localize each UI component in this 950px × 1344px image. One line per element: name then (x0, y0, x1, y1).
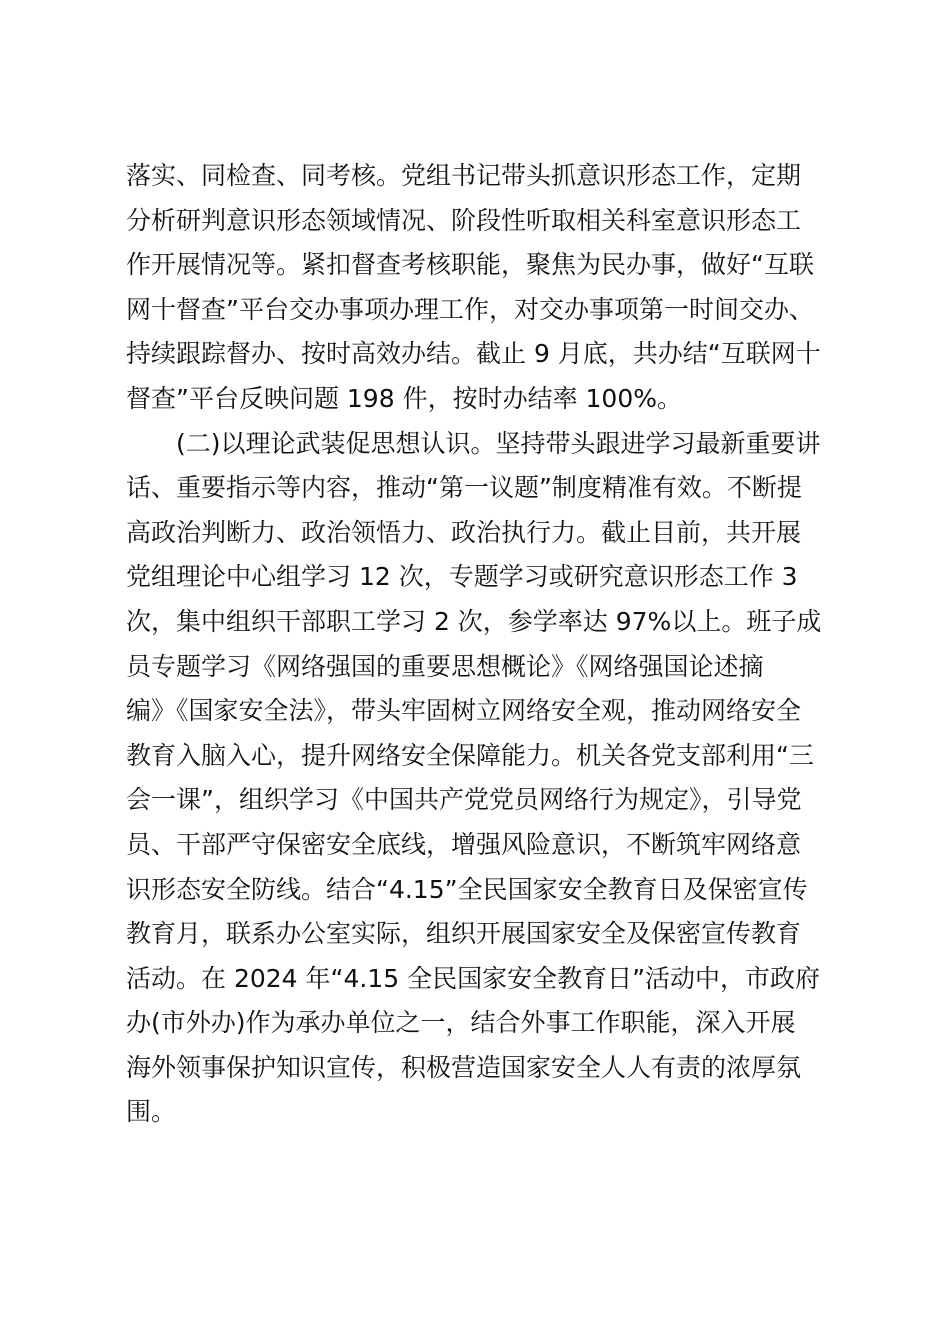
text-line: 教育月，联系办公室实际，组织开展国家安全及保密宣传教育 (126, 919, 802, 949)
text-line: 高政治判断力、政治领悟力、政治执行力。截止目前，共开展 (126, 517, 802, 547)
text-line: 围。 (126, 1097, 177, 1127)
text-line: 员专题学习《网络强国的重要思想概论》《网络强国论述摘 (126, 651, 764, 681)
paragraph-heading-line: (二)以理论武装促思想认识。坚持带头跟进学习最新重要讲 (126, 428, 821, 458)
text-line: 持续跟踪督办、按时高效办结。截止 9 月底，共办结“互联网十 (126, 339, 821, 369)
text-line: 海外领事保护知识宣传，积极营造国家安全人人有责的浓厚氛 (126, 1052, 802, 1082)
text-line: 编》《国家安全法》，带头牢固树立网络安全观，推动网络安全 (126, 696, 802, 726)
text-line: 活动。在 2024 年“4.15 全民国家安全教育日”活动中，市政府 (126, 963, 821, 993)
text-line: 办(市外办)作为承办单位之一，结合外事工作职能，深入开展 (126, 1008, 796, 1038)
text-line: 分析研判意识形态领域情况、阶段性听取相关科室意识形态工 (126, 205, 802, 235)
body-text (126, 154, 846, 1135)
text-line: 会一课”，组织学习《中国共产党党员网络行为规定》，引导党 (126, 785, 802, 815)
text-line: 党组理论中心组学习 12 次，专题学习或研究意识形态工作 3 (126, 562, 798, 592)
text-line: 作开展情况等。紧扣督查考核职能，聚焦为民办事，做好“互联 (126, 250, 814, 280)
text-line: 次，集中组织干部职工学习 2 次，参学率达 97%以上。班子成 (126, 606, 822, 636)
text-line: 识形态安全防线。结合“4.15”全民国家安全教育日及保密宣传 (126, 874, 808, 904)
text-line: 督查”平台反映问题 198 件，按时办结率 100%。 (126, 383, 682, 413)
text-line: 员、干部严守保密安全底线，增强风险意识，不断筑牢网络意 (126, 829, 802, 859)
text-line: 落实、同检查、同考核。党组书记带头抓意识形态工作，定期 (126, 161, 802, 190)
text-line: 教育入脑入心，提升网络安全保障能力。机关各党支部利用“三 (126, 740, 814, 770)
text-line: 网十督查”平台交办事项办理工作，对交办事项第一时间交办、 (126, 294, 814, 324)
text-line: 话、重要指示等内容，推动“第一议题”制度精准有效。不断提 (126, 473, 802, 503)
